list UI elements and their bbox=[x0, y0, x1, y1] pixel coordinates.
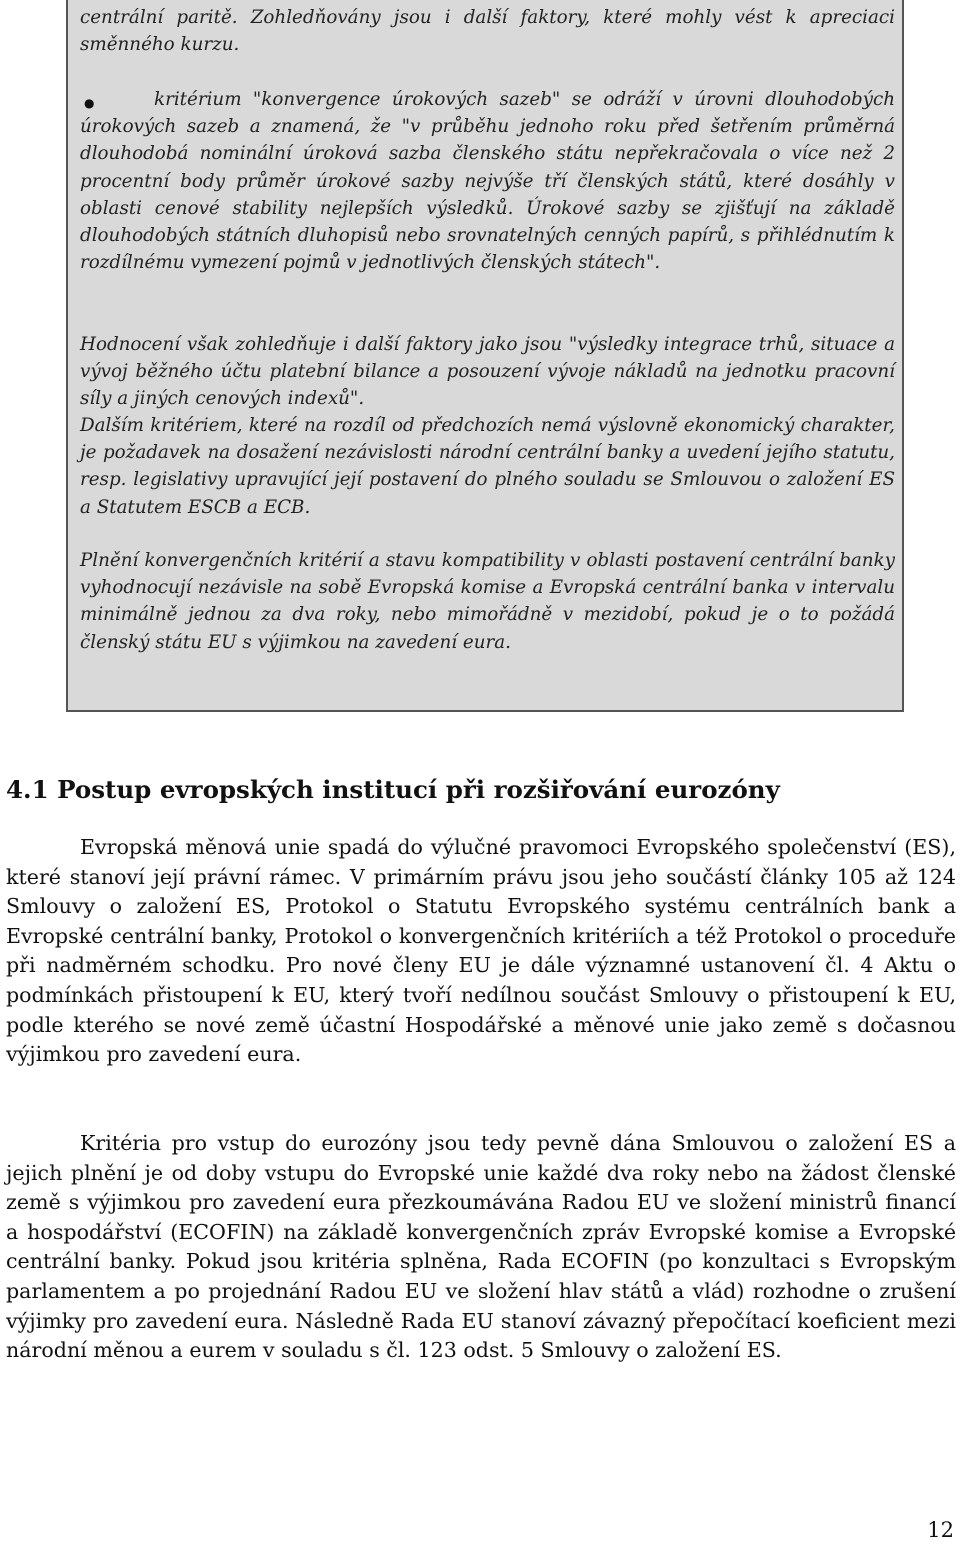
body-paragraph-2: Kritéria pro vstup do eurozóny jsou tedy pevně dána Smlouvou o založení ES a jejich plnění je od doby vstupu do Evropské unie každé dva roky nebo na žádost členské země s výjimkou pro zavedení eura přezkoumávána Radou EU ve složení ministrů financí a hospodářství (ECOFIN) na základě konvergenčních zpráv Evropské komise a Evropské centrální banky. Pokud jsou kritéria splněna, Rada ECOFIN (po konzultaci s Evropským parlamentem a po projednání Radou EU ve složení hlav států a vlád) rozhodne o zrušení výjimky pro zavedení eura. Následně Rada EU stanoví závazný přepočítací koeficient mezi národní měnou a eurem v souladu s čl. 123 odst. 5 Smlouvy o založení ES. bbox=[6, 1131, 956, 1363]
section-heading: 4.1 Postup evropských institucí při rozšiřování eurozóny bbox=[6, 775, 780, 804]
quote-bullet-paragraph: kritérium "konvergence úrokových sazeb" se odráží v úrovni dlouhodobých úrokových sazeb a znamená, že "v průběhu jednoho roku před šetřením průměrná dlouhodobá nominální úroková sazba členského státu nepřekračovala o více než 2 procentní body průměr úrokové sazby nejvýše tří členských států, které dosáhly v oblasti cenové stability nejlepších výsledků. Úrokové sazby se zjišťují na základě dlouhodobých státních dluhopisů nebo srovnatelných cenných papírů, s přihlédnutím k rozdílnému vymezení pojmů v jednotlivých členských státech". bbox=[80, 89, 895, 274]
quote-paragraph-evaluation: Plnění konvergenčních kritérií a stavu kompatibility v oblasti postavení centrální banky vyhodnocují nezávisle na sobě Evropská komise a Evropská centrální banka v intervalu minimálně jednou za dva roky, nebo mimořádně v mezidobí, pokud je o to požádá členský státu EU s výjimkou na zavedení eura. bbox=[80, 550, 895, 653]
quote-paragraph-factors: Hodnocení však zohledňuje i další faktory jako jsou "výsledky integrace trhů, situace a vývoj běžného účtu platební bilance a posouzení vývoje nákladů na jednotku pracovní síly a jiných cenových indexů". bbox=[80, 334, 895, 410]
body-paragraph-1: Evropská měnová unie spadá do výlučné pravomoci Evropského společenství (ES), které stanoví její právní rámec. V primárním právu jsou jeho součástí články 105 až 124 Smlouvy o založení ES, Protokol o Statutu Evropského systému centrálních bank a Evropské centrální banky, Protokol o konvergenčních kritériích a též Protokol o proceduře při nadměrném schodku. Pro nové členy EU je dále významné ustanovení čl. 4 Aktu o podmínkách přistoupení k EU, který tvoří nedílnou součást Smlouvy o přistoupení k EU, podle kterého se nové země účastní Hospodářské a měnové unie jako země s dočasnou výjimkou pro zavedení eura. bbox=[6, 835, 956, 1067]
quote-paragraph-continuation: centrální paritě. Zohledňovány jsou i další faktory, které mohly vést k apreciaci směnného kurzu. bbox=[80, 7, 895, 56]
quote-paragraph-independence: Dalším kritériem, které na rozdíl od předchozích nemá výslovně ekonomický charakter, je požadavek na dosažení nezávislosti národní centrální banky a uvedení jejího statutu, resp. legislativy upravující její postavení do plného souladu se Smlouvou o založení ES a Statutem ESCB a ECB. bbox=[80, 415, 895, 518]
bullet-dot-icon: ● bbox=[84, 96, 95, 110]
page-number: 12 bbox=[927, 1518, 954, 1542]
